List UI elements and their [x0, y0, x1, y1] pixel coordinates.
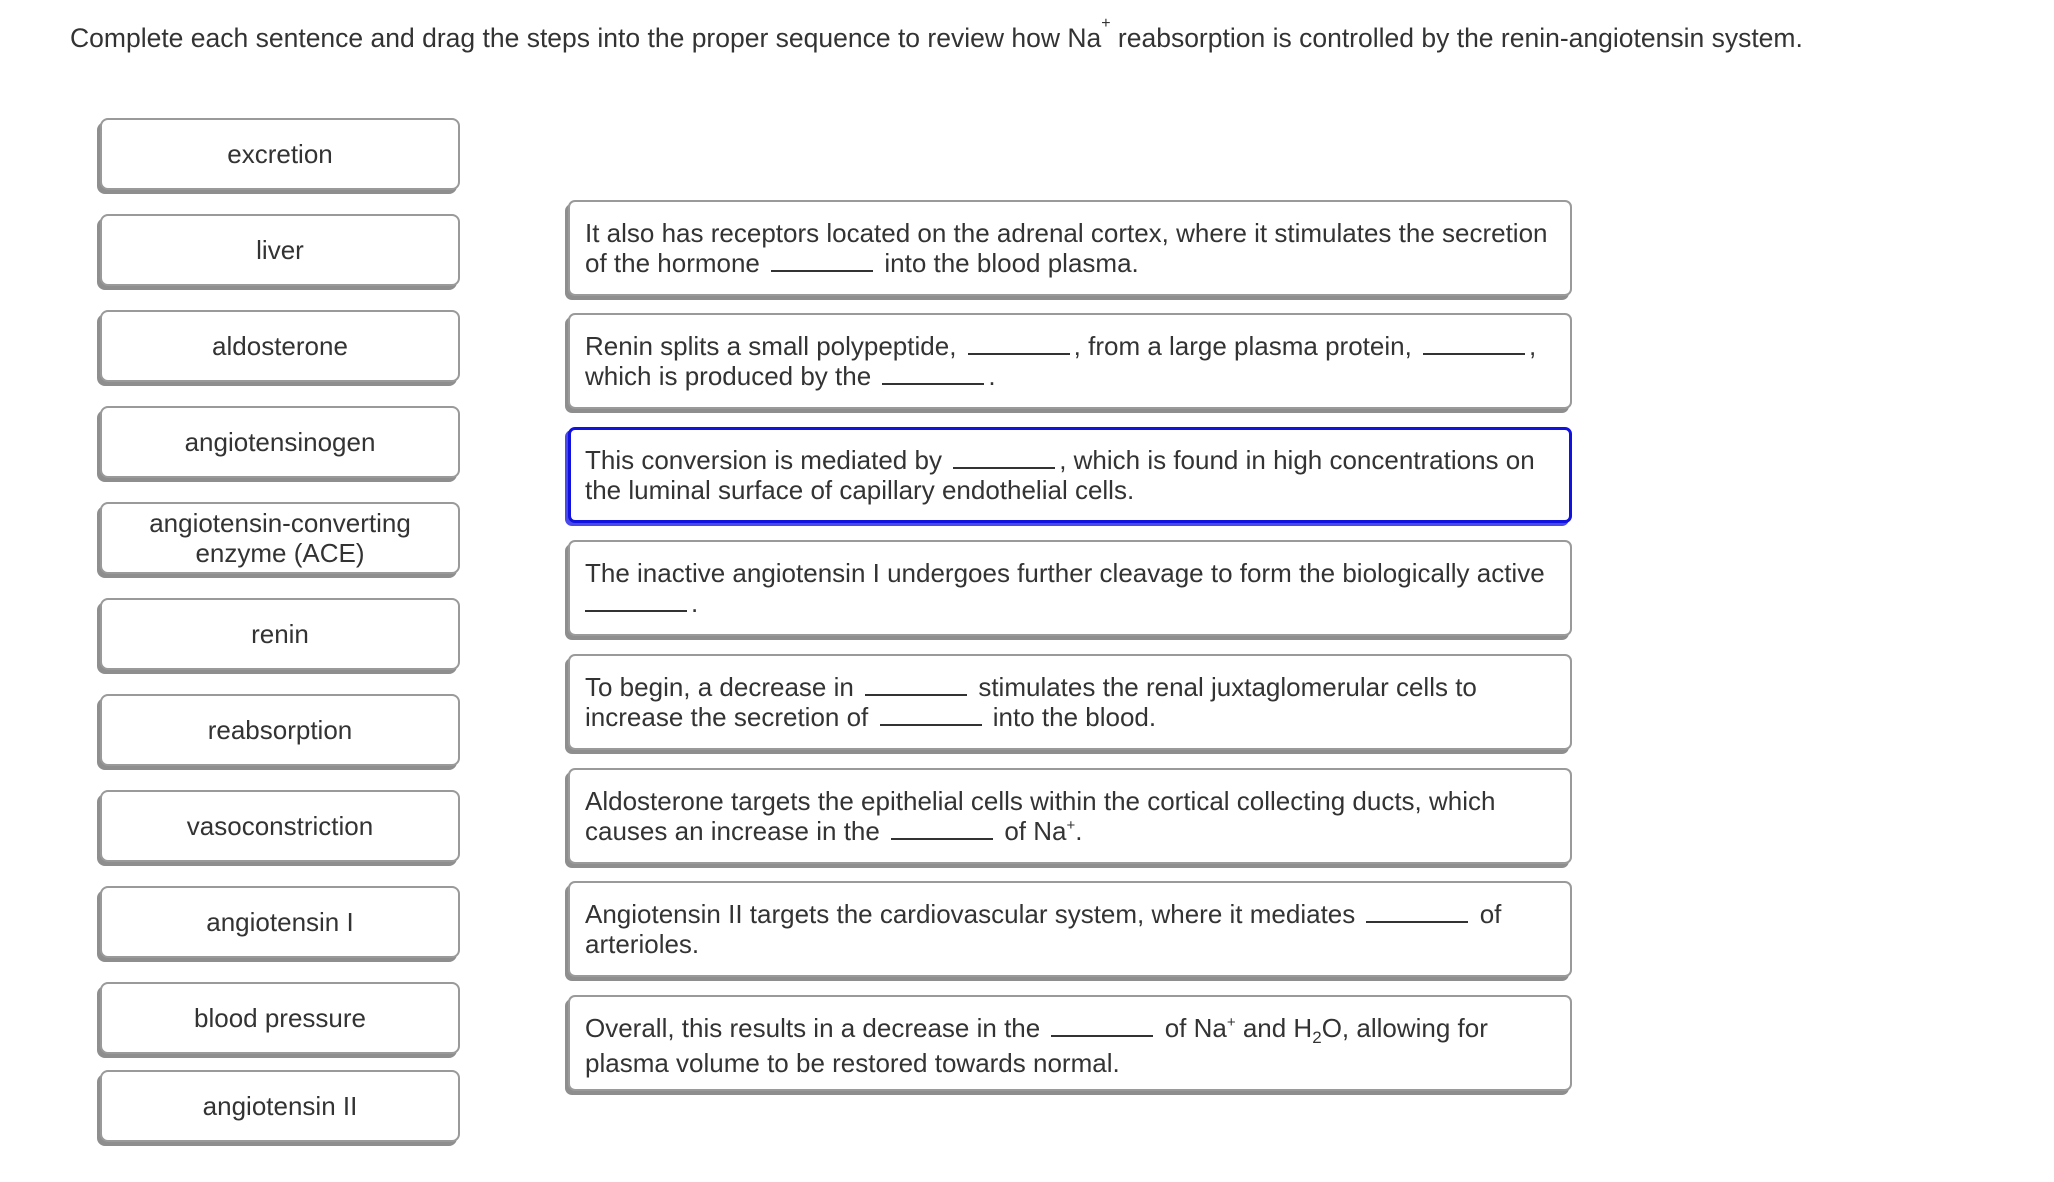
- step-line: .: [585, 588, 1554, 618]
- step-aldosterone-targets[interactable]: [568, 768, 1572, 864]
- blank-drop-target[interactable]: [585, 588, 687, 612]
- tile-blood-pressure[interactable]: blood pressure: [100, 982, 460, 1054]
- tile-excretion[interactable]: excretion: [100, 118, 460, 190]
- step-line: It also has receptors located on the adrenal cortex, where it stimulates the secretion: [585, 218, 1548, 248]
- tile-aldosterone[interactable]: aldosterone: [100, 310, 460, 382]
- tile-ace[interactable]: angiotensin-converting enzyme (ACE): [100, 502, 460, 574]
- step-line: arterioles.: [585, 929, 700, 959]
- step-conversion-ace[interactable]: [568, 427, 1572, 523]
- step-overall-result[interactable]: [568, 995, 1572, 1091]
- blank-drop-target[interactable]: [891, 816, 993, 840]
- step-line: To begin, a decrease in stimulates the renal juxtaglomerular cells to: [585, 672, 1477, 702]
- instructions-text: Complete each sentence and drag the steps into the proper sequence to review how Na+ reabsorption is controlled by the renin-angiotensin system.: [70, 15, 1803, 53]
- blank-drop-target[interactable]: [771, 248, 873, 272]
- tile-reabsorption[interactable]: reabsorption: [100, 694, 460, 766]
- step-line: which is produced by the .: [585, 361, 996, 391]
- tile-angiotensinogen[interactable]: angiotensinogen: [100, 406, 460, 478]
- blank-drop-target[interactable]: [953, 445, 1055, 469]
- step-line: Aldosterone targets the epithelial cells within the cortical collecting ducts, which: [585, 786, 1496, 816]
- step-line: Overall, this results in a decrease in the of Na+ and $H_2O$, allowing for: [585, 1013, 1488, 1047]
- tile-vasoconstriction[interactable]: vasoconstriction: [100, 790, 460, 862]
- step-adrenal-cortex[interactable]: [568, 200, 1572, 296]
- blank-drop-target[interactable]: [882, 361, 984, 385]
- tile-renin[interactable]: renin: [100, 598, 460, 670]
- step-line: plasma volume to be restored towards normal.: [585, 1048, 1120, 1078]
- step-line: Renin splits a small polypeptide, , from a large plasma protein, ,: [585, 331, 1537, 361]
- step-line: The inactive angiotensin I undergoes further cleavage to form the biologically active: [585, 558, 1545, 588]
- blank-drop-target[interactable]: [968, 331, 1070, 355]
- blank-drop-target[interactable]: [865, 672, 967, 696]
- blank-drop-target[interactable]: [880, 702, 982, 726]
- tile-angiotensin-i[interactable]: angiotensin I: [100, 886, 460, 958]
- blank-drop-target[interactable]: [1051, 1013, 1153, 1037]
- step-line: of the hormone into the blood plasma.: [585, 248, 1139, 278]
- step-renin-splits[interactable]: [568, 313, 1572, 409]
- blank-drop-target[interactable]: [1366, 899, 1468, 923]
- step-line: This conversion is mediated by , which is found in high concentrations on: [585, 445, 1535, 475]
- step-angiotensin-ii-targets[interactable]: [568, 881, 1572, 977]
- step-to-begin[interactable]: [568, 654, 1572, 750]
- step-line: causes an increase in the of Na+.: [585, 816, 1083, 846]
- step-line: increase the secretion of into the blood.: [585, 702, 1157, 732]
- step-line: Angiotensin II targets the cardiovascular system, where it mediates of: [585, 899, 1502, 929]
- tile-liver[interactable]: liver: [100, 214, 460, 286]
- step-line: the luminal surface of capillary endothelial cells.: [585, 475, 1135, 505]
- blank-drop-target[interactable]: [1423, 331, 1525, 355]
- step-angiotensin-cleavage[interactable]: [568, 540, 1572, 636]
- tile-angiotensin-ii[interactable]: angiotensin II: [100, 1070, 460, 1142]
